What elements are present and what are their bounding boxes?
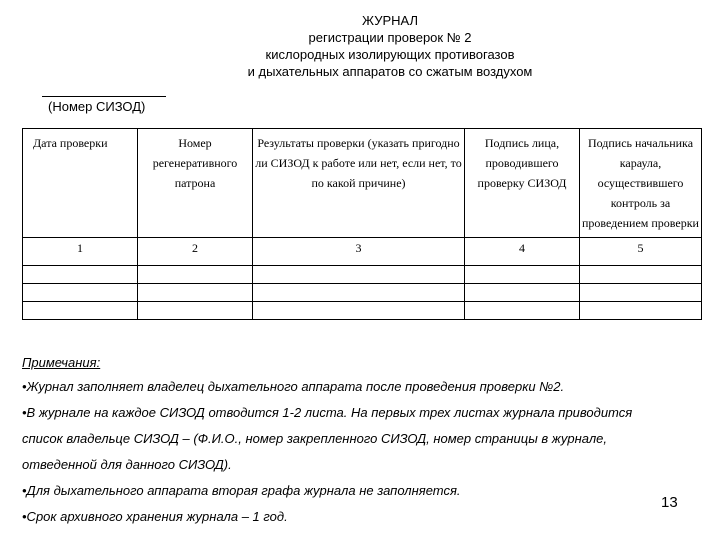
header-results: Результаты проверки (указать пригодно ли СИЗОД к работе или нет, если нет, то по какой причине) bbox=[253, 129, 465, 238]
title-line-1: ЖУРНАЛ bbox=[361, 13, 419, 28]
empty-cell bbox=[253, 266, 465, 284]
column-number: 4 bbox=[465, 238, 580, 266]
empty-cell bbox=[23, 266, 138, 284]
note-item: •В журнале на каждое СИЗОД отводится 1-2 листа. На первых трех листах журнала приводится список владельце СИЗОД – (Ф.И.О., номер закрепленного СИЗОД, номер страницы в журнале, отведенной для данного СИЗОД). bbox=[22, 405, 633, 472]
empty-cell bbox=[23, 284, 138, 302]
note-item: •Срок архивного хранения журнала – 1 год. bbox=[22, 509, 288, 524]
title-line-4: и дыхательных аппаратов со сжатым воздухом bbox=[247, 64, 533, 79]
page-number: 13 bbox=[661, 494, 678, 511]
header-date: Дата проверки bbox=[23, 129, 138, 238]
header-chief-signature: Подпись начальника караула, осуществившего контроль за проведением проверки bbox=[580, 129, 702, 238]
note-item: •Для дыхательного аппарата вторая графа журнала не заполняется. bbox=[22, 483, 461, 498]
notes-section bbox=[22, 352, 662, 530]
empty-row bbox=[23, 266, 702, 284]
empty-cell bbox=[138, 302, 253, 320]
header-cartridge-number: Номер регенеративного патрона bbox=[138, 129, 253, 238]
title-line-3: кислородных изолирующих противогазов bbox=[265, 47, 515, 62]
column-number: 1 bbox=[23, 238, 138, 266]
journal-title bbox=[200, 12, 580, 80]
column-number-row bbox=[23, 238, 702, 266]
empty-cell bbox=[138, 284, 253, 302]
notes-header: Примечания: bbox=[22, 355, 101, 370]
empty-cell bbox=[253, 302, 465, 320]
column-number: 2 bbox=[138, 238, 253, 266]
empty-cell bbox=[465, 266, 580, 284]
empty-cell bbox=[138, 266, 253, 284]
note-item: •Журнал заполняет владелец дыхательного аппарата после проведения проверки №2. bbox=[22, 379, 565, 394]
empty-cell bbox=[465, 302, 580, 320]
empty-cell bbox=[580, 302, 702, 320]
sizod-number-label: (Номер СИЗОД) bbox=[48, 99, 146, 114]
empty-cell bbox=[580, 284, 702, 302]
sizod-number-line bbox=[42, 96, 166, 97]
empty-row bbox=[23, 302, 702, 320]
column-number: 3 bbox=[253, 238, 465, 266]
empty-row bbox=[23, 284, 702, 302]
title-line-2: регистрации проверок № 2 bbox=[308, 30, 472, 45]
empty-cell bbox=[465, 284, 580, 302]
journal-table bbox=[22, 128, 702, 320]
empty-cell bbox=[23, 302, 138, 320]
column-number: 5 bbox=[580, 238, 702, 266]
header-row bbox=[23, 129, 702, 238]
header-inspector-signature: Подпись лица, проводившего проверку СИЗОД bbox=[465, 129, 580, 238]
empty-cell bbox=[253, 284, 465, 302]
empty-cell bbox=[580, 266, 702, 284]
